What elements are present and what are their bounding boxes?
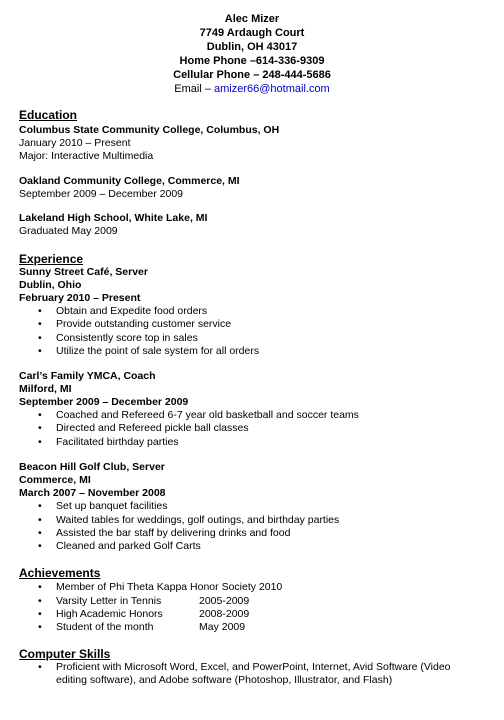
education-school-1: Columbus State Community College, Columbus, OH bbox=[19, 124, 280, 136]
bullet-icon: • bbox=[38, 436, 42, 448]
job-bullet: • Waited tables for weddings, golf outings, and birthday parties bbox=[38, 514, 340, 526]
resume-header bbox=[0, 12, 504, 96]
job-bullet: • Coached and Refereed 6-7 year old basketball and soccer teams bbox=[38, 409, 359, 421]
applicant-name: Alec Mizer bbox=[224, 13, 280, 25]
education-heading: Education bbox=[19, 108, 78, 122]
email-label: Email – bbox=[174, 83, 211, 95]
bullet-icon: • bbox=[38, 608, 42, 620]
bullet-icon: • bbox=[38, 621, 42, 633]
bullet-icon: • bbox=[38, 581, 42, 593]
education-dates-2: September 2009 – December 2009 bbox=[19, 188, 184, 200]
job-bullet: • Provide outstanding customer service bbox=[38, 318, 232, 330]
bullet-icon: • bbox=[38, 305, 42, 317]
education-dates-3: Graduated May 2009 bbox=[19, 225, 118, 237]
bullet-icon: • bbox=[38, 318, 42, 330]
job-location-1: Dublin, Ohio bbox=[19, 279, 82, 291]
job-bullet: • Directed and Refereed pickle ball classes bbox=[38, 422, 249, 434]
achievement-date: May 2009 bbox=[199, 621, 246, 633]
education-dates-1: January 2010 – Present bbox=[19, 137, 131, 149]
job-dates-2: September 2009 – December 2009 bbox=[19, 396, 189, 408]
achievement-item: • Student of the month bbox=[38, 621, 154, 633]
job-employer-3: Beacon Hill Golf Club, Server bbox=[19, 461, 165, 473]
achievement-item: • High Academic Honors bbox=[38, 608, 163, 620]
job-location-3: Commerce, MI bbox=[19, 474, 91, 486]
skills-item: • Proficient with Microsoft Word, Excel, and PowerPoint, Internet, Avid Software (Video bbox=[38, 661, 451, 673]
job-location-2: Milford, MI bbox=[19, 383, 72, 395]
education-school-3: Lakeland High School, White Lake, MI bbox=[19, 212, 208, 224]
bullet-icon: • bbox=[38, 514, 42, 526]
experience-heading: Experience bbox=[19, 252, 84, 266]
bullet-icon: • bbox=[38, 527, 42, 539]
job-dates-1: February 2010 – Present bbox=[19, 292, 141, 304]
email-link[interactable]: amizer66@hotmail.com bbox=[214, 83, 330, 95]
job-bullet: • Assisted the bar staff by delivering drinks and food bbox=[38, 527, 291, 539]
job-dates-3: March 2007 – November 2008 bbox=[19, 487, 166, 499]
education-school-2: Oakland Community College, Commerce, MI bbox=[19, 175, 240, 187]
job-bullet: • Utilize the point of sale system for all orders bbox=[38, 345, 260, 357]
achievement-date: 2005-2009 bbox=[199, 595, 250, 607]
bullet-icon: • bbox=[38, 345, 42, 357]
bullet-icon: • bbox=[38, 422, 42, 434]
city-state-zip: Dublin, OH 43017 bbox=[206, 41, 298, 53]
achievement-item: • Member of Phi Theta Kappa Honor Society 2010 bbox=[38, 581, 283, 593]
bullet-icon: • bbox=[38, 540, 42, 552]
achievement-date: 2008-2009 bbox=[199, 608, 250, 620]
email-line bbox=[0, 82, 504, 96]
job-bullet: • Consistently score top in sales bbox=[38, 332, 198, 344]
skills-item-continuation: editing software), and Adobe software (Photoshop, Illustrator, and Flash) bbox=[56, 674, 393, 686]
cell-phone: Cellular Phone – 248-444-5686 bbox=[173, 69, 331, 81]
bullet-icon: • bbox=[38, 332, 42, 344]
education-major-1: Major: Interactive Multimedia bbox=[19, 150, 154, 162]
job-bullet: • Facilitated birthday parties bbox=[38, 436, 179, 448]
bullet-icon: • bbox=[38, 500, 42, 512]
skills-heading: Computer Skills bbox=[19, 647, 111, 661]
job-employer-2: Carl’s Family YMCA, Coach bbox=[19, 370, 156, 382]
job-employer-1: Sunny Street Café, Server bbox=[19, 266, 148, 278]
bullet-icon: • bbox=[38, 661, 42, 673]
job-bullet: • Set up banquet facilities bbox=[38, 500, 168, 512]
street-address: 7749 Ardaugh Court bbox=[199, 27, 305, 39]
bullet-icon: • bbox=[38, 595, 42, 607]
achievements-heading: Achievements bbox=[19, 566, 101, 580]
bullet-icon: • bbox=[38, 409, 42, 421]
job-bullet: • Obtain and Expedite food orders bbox=[38, 305, 208, 317]
achievement-item: • Varsity Letter in Tennis bbox=[38, 595, 162, 607]
home-phone: Home Phone –614-336-9309 bbox=[179, 55, 325, 67]
job-bullet: • Cleaned and parked Golf Carts bbox=[38, 540, 201, 552]
